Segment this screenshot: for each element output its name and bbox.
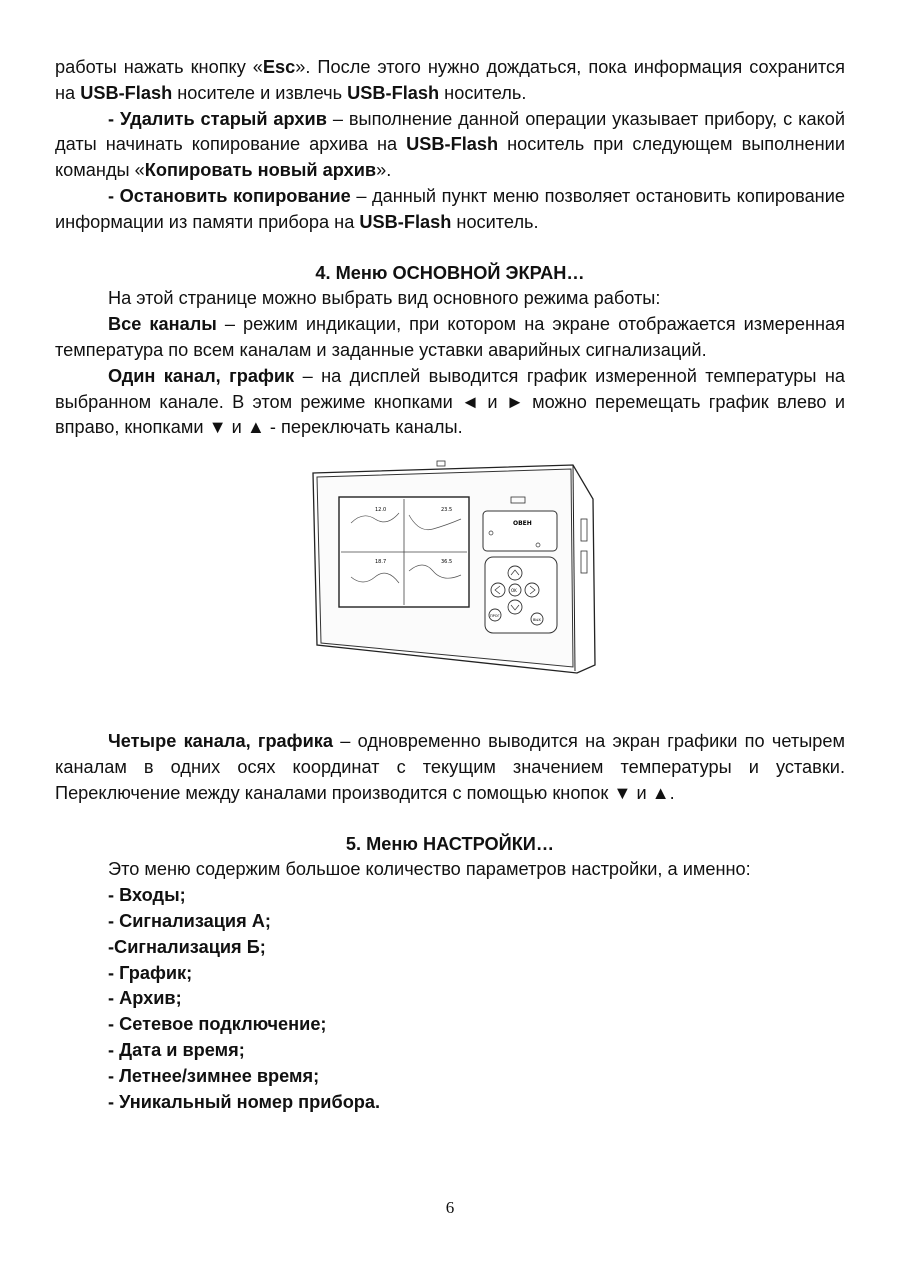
svg-text:ПРОГ: ПРОГ	[490, 614, 500, 619]
list-item: -Сигнализация Б;	[108, 936, 266, 957]
down-button[interactable]	[508, 600, 522, 614]
section-5-heading: 5. Меню НАСТРОЙКИ…	[345, 833, 555, 854]
paragraph-four-channels: Четыре канала, графика – одновременно выводится на экран графики по четырем каналам в одних осях координат с текущим значением температуры и уставки. Переключение между каналами производится с помощью кнопок ▼ и ▲.	[55, 731, 845, 803]
document-page	[55, 55, 845, 1115]
paragraph-stop-copy: - Остановить копирование – данный пункт меню позволяет остановить копирование информации из памяти прибора на USB-Flash носитель.	[55, 185, 845, 232]
esc-key: Esc	[262, 57, 296, 77]
device-drawing	[305, 459, 605, 684]
left-button[interactable]	[491, 583, 505, 597]
list-item: - Входы;	[108, 885, 186, 906]
svg-text:OK: OK	[511, 588, 517, 594]
section-4-intro: На этой странице можно выбрать вид основного режима работы:	[108, 288, 661, 309]
up-button[interactable]	[508, 566, 522, 580]
list-item: - Летнее/зимнее время;	[108, 1065, 320, 1086]
paragraph-delete-archive: - Удалить старый архив – выполнение данной операции указывает прибору, с какой даты начинать копирование архива на USB-Flash носитель при следующем выполнении команды «Копировать новый архив».	[55, 108, 846, 181]
list-item: - График;	[108, 962, 193, 983]
paragraph-one-channel: Один канал, график – на дисплей выводится график измеренной температуры на выбранном канале. В этом режиме кнопками ◄ и ► можно перемещать график влево и вправо, кнопками ▼ и ▲ - переключать каналы.	[55, 365, 846, 438]
list-item: - Дата и время;	[108, 1039, 245, 1060]
settings-list	[55, 883, 845, 1115]
paragraph-all-channels: Все каналы – режим индикации, при котором на экране отображается измеренная температура по всем каналам и заданные уставки аварийных сигнализаций.	[55, 314, 845, 360]
right-button[interactable]	[525, 583, 539, 597]
screen-value-2: 23.5	[441, 507, 453, 514]
section-4-heading: 4. Меню ОСНОВНОЙ ЭКРАН…	[315, 262, 585, 283]
device-illustration	[55, 459, 845, 709]
list-item: - Сетевое подключение;	[108, 1014, 327, 1035]
section-5-intro: Это меню содержим большое количество параметров настройки, а именно:	[108, 859, 751, 880]
screen-value-4: 36.5	[441, 559, 453, 566]
screen-value-3: 18.7	[375, 559, 387, 566]
page-number: 6	[445, 1198, 455, 1217]
svg-text:ВЫХ: ВЫХ	[533, 618, 541, 623]
brand-logo: ОВЕН	[513, 520, 532, 528]
list-item: - Сигнализация А;	[108, 910, 271, 931]
list-item: - Архив;	[108, 988, 182, 1009]
screen-value-1: 12.0	[375, 507, 387, 514]
list-item: - Уникальный номер прибора.	[108, 1091, 381, 1112]
paragraph-esc: работы нажать кнопку «Esc». После этого нужно дождаться, пока информация сохранится на USB-Flash носителе и извлечь USB-Flash носитель.	[55, 57, 845, 103]
